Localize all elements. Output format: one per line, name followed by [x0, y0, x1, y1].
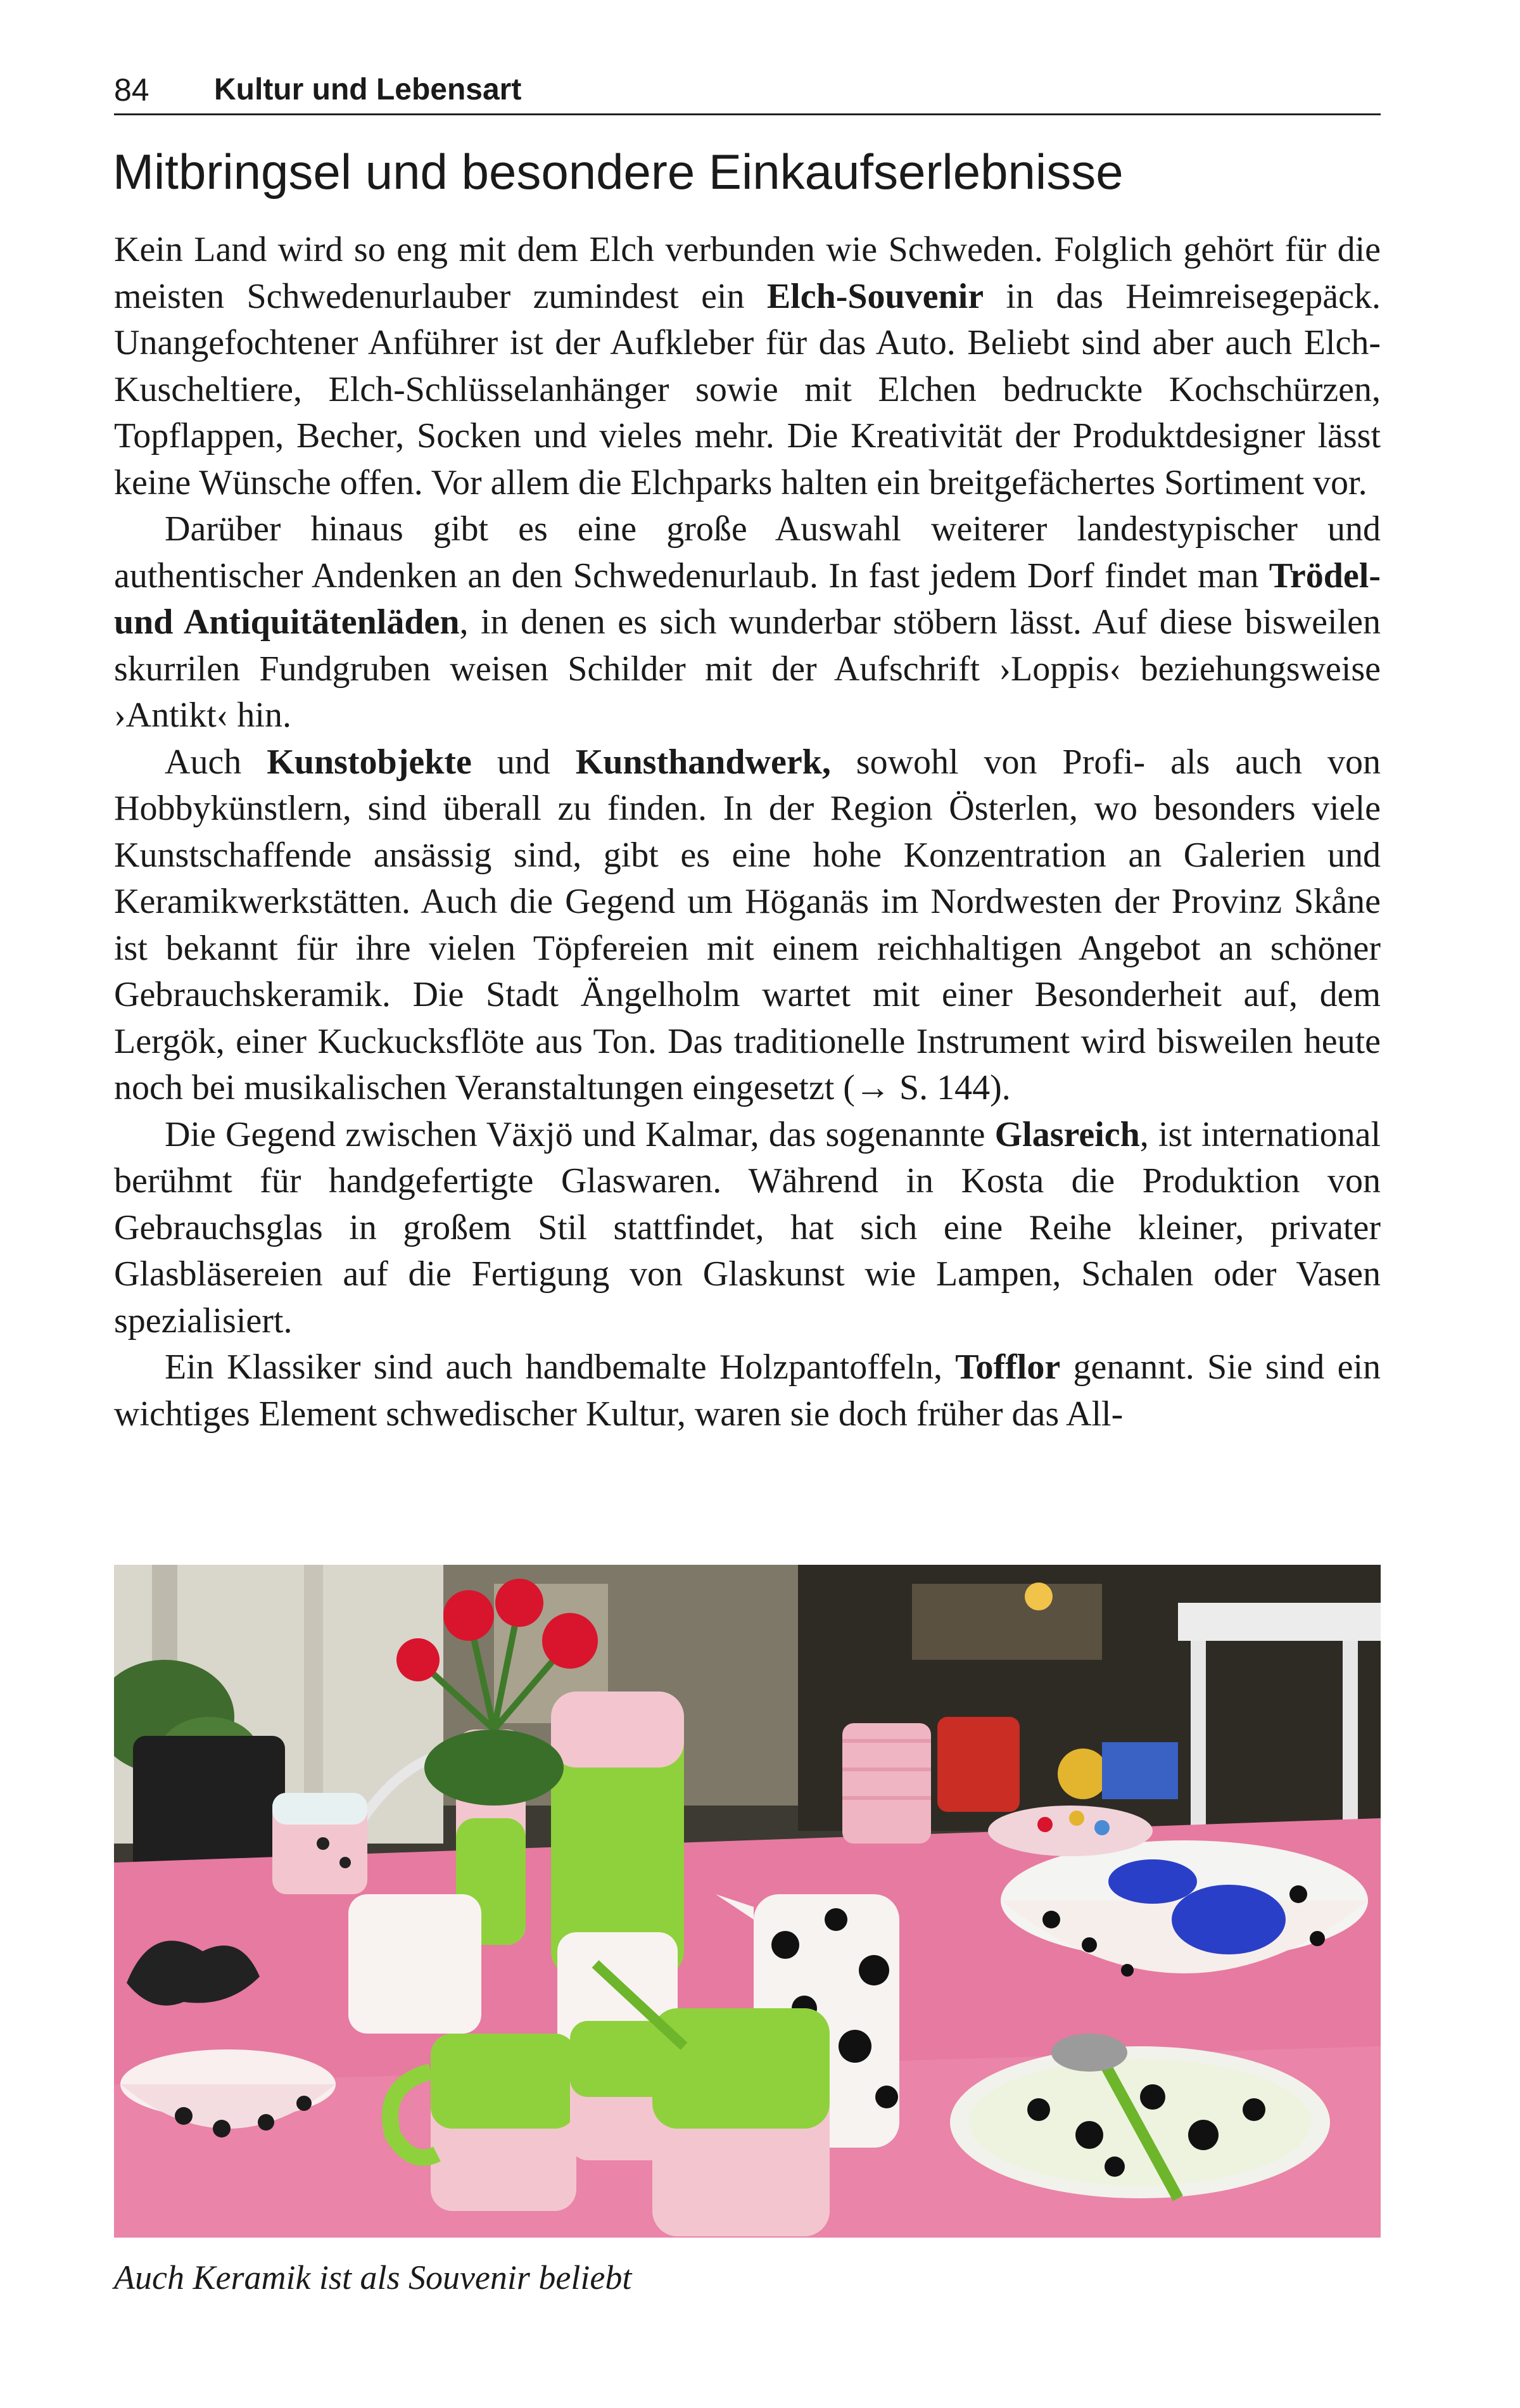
body-paragraph — [114, 1344, 1381, 1437]
text-run: in das Heimreisegepäck. Unangefochtener Anführer ist der Aufkleber für das Auto. Beliebt sind aber auch Elch-Kuscheltiere, Elch-Schlüsselanhänger sowie mit Elchen bedruckte Kochschürzen, Topflappen, Becher, Socken und vieles mehr. Die Kreativität der Produktdesigner lässt keine Wünsche offen. Vor allem die Elchparks halten ein breitgefächertes Sortiment vor. — [114, 276, 1381, 502]
running-head — [114, 66, 1381, 117]
section-name: Kultur und Lebensart — [214, 73, 522, 106]
text-run: , in denen es sich wunderbar stöbern lässt. Auf diese bisweilen skurrilen Fundgruben weisen Schilder mit der Aufschrift ›Loppis‹ beziehungsweise ›Antikt‹ hin. — [114, 602, 1381, 735]
ceramics-illustration — [114, 1565, 1381, 2238]
text-run: , ist international berühmt für handgefertigte Glaswaren. Während in Kosta die Produktion von Gebrauchsglas in großem Stil stattfindet, hat sich eine Reihe kleiner, privater Glasbläsereien auf die Fertigung von Glaskunst wie Lampen, Schalen oder Vasen spezialisiert. — [114, 1114, 1381, 1341]
text-run: Kein Land wird so eng mit dem Elch verbunden wie Schweden. Folglich gehört für die meisten Schwedenurlauber zumindest ein — [114, 230, 1381, 316]
bold-term: Kunstobjekte — [267, 742, 472, 782]
body-paragraph — [114, 506, 1381, 739]
text-run: Die Gegend zwischen Växjö und Kalmar, das sogenannte — [165, 1114, 995, 1154]
text-run: sowohl von Profi- als auch von Hobbykünstlern, sind überall zu finden. In der Region Österlen, wo besonders viele Kunstschaffende ansässig sind, gibt es eine hohe Konzentration an Galerien und Keramikwerkstätten. Auch die Gegend um Höganäs im Nordwesten der Provinz Skåne ist bekannt für ihre vielen Töpfereien mit einem reichhaltigen Angebot an schöner Gebrauchskeramik. Die Stadt Ängelholm wartet mit einer Besonderheit auf, dem Lergök, einer Kuckucksflöte aus Ton. Das traditionelle Instrument wird bisweilen heute noch bei musikalischen Veranstaltungen eingesetzt (→ S. 144). — [114, 742, 1381, 1107]
page-number: 84 — [114, 72, 149, 108]
body-text — [114, 227, 1381, 1437]
body-paragraph — [114, 227, 1381, 506]
text-run: Auch — [165, 742, 267, 782]
photo-caption: Auch Keramik ist als Souvenir beliebt — [114, 2258, 632, 2297]
bold-term: Trödel- und Antiquitätenläden — [114, 556, 1381, 642]
ceramics-photo — [114, 1565, 1381, 2238]
body-paragraph — [114, 739, 1381, 1112]
text-run: Ein Klassiker sind auch handbemalte Holzpantoffeln, — [165, 1347, 956, 1387]
text-run: und — [471, 742, 576, 782]
bold-term: Kunsthandwerk, — [575, 742, 831, 782]
bold-term: Tofflor — [955, 1347, 1061, 1387]
text-run: genannt. Sie sind ein wichtiges Element schwedischer Kultur, waren sie doch früher das All- — [114, 1347, 1381, 1434]
bold-term: Glasreich — [994, 1114, 1140, 1154]
bold-term: Elch-Souvenir — [766, 276, 984, 316]
header-rule — [114, 113, 1381, 115]
page-title: Mitbringsel und besondere Einkaufserlebnisse — [113, 144, 1124, 200]
body-paragraph — [114, 1112, 1381, 1345]
text-run: Darüber hinaus gibt es eine große Auswahl weiterer landestypischer und authentischer Andenken an den Schwedenurlaub. In fast jedem Dorf findet man — [114, 509, 1381, 596]
